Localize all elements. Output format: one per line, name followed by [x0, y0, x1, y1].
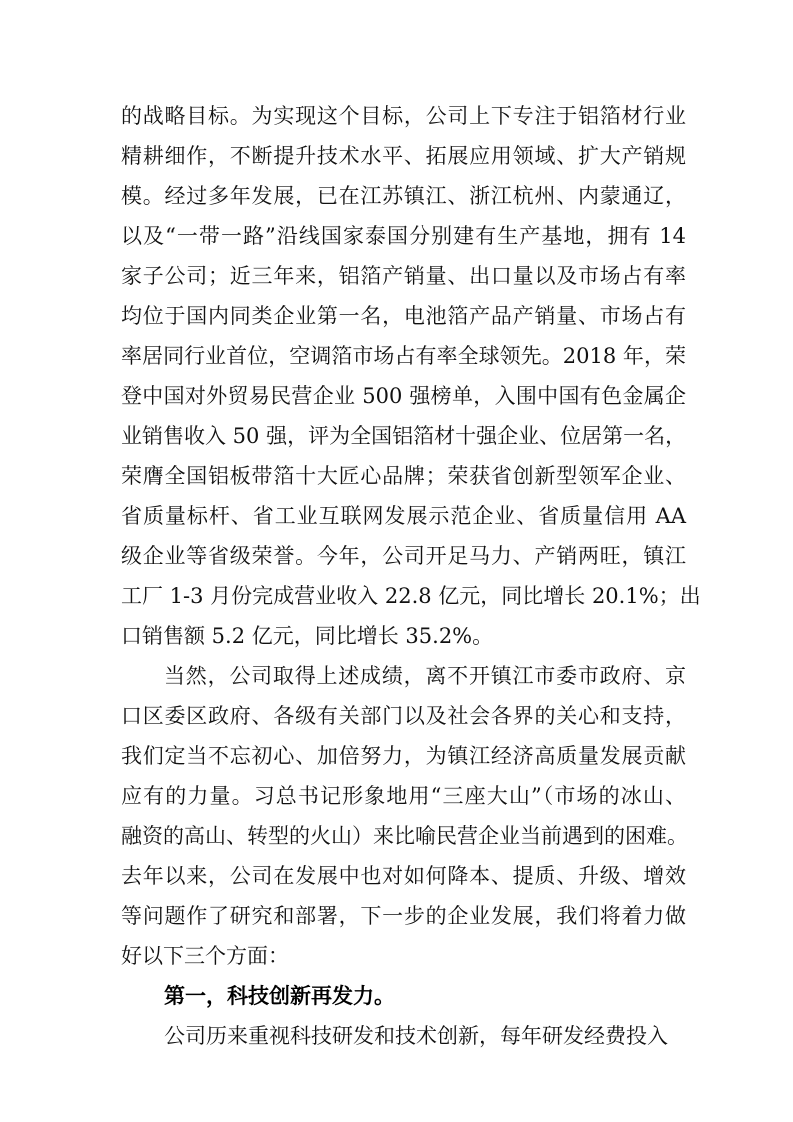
paragraph-line: 口销售额 5.2 亿元，同比增长 35.2%。	[121, 624, 494, 648]
paragraph-line: 省质量标杆、省工业互联网发展示范企业、省质量信用 AA	[121, 504, 686, 528]
paragraph-line: 融资的高山、转型的火山）来比喻民营企业当前遇到的困难。	[121, 824, 688, 848]
section-heading: 第一，科技创新再发力。	[164, 984, 395, 1008]
paragraph-line: 级企业等省级荣誉。今年，公司开足马力、产销两旺，镇江	[121, 544, 686, 568]
paragraph-line: 荣膺全国铝板带箔十大匠心品牌；荣获省创新型领军企业、	[121, 464, 686, 488]
paragraph-line: 当然，公司取得上述成绩，离不开镇江市委市政府、京	[164, 664, 686, 688]
paragraph-line: 率居同行业首位，空调箔市场占有率全球领先。2018 年，荣	[121, 344, 686, 368]
paragraph-line: 均位于国内同类企业第一名，电池箔产品产销量、市场占有	[121, 304, 686, 328]
paragraph-line: 等问题作了研究和部署，下一步的企业发展，我们将着力做	[121, 904, 686, 928]
paragraph-line: 的战略目标。为实现这个目标，公司上下专注于铝箔材行业	[121, 104, 686, 128]
paragraph-line: 精耕细作，不断提升技术水平、拓展应用领域、扩大产销规	[121, 144, 686, 168]
paragraph-line: 家子公司；近三年来，铝箔产销量、出口量以及市场占有率	[121, 264, 686, 288]
paragraph-line: 我们定当不忘初心、加倍努力，为镇江经济高质量发展贡献	[121, 744, 686, 768]
paragraph-line: 公司历来重视科技研发和技术创新，每年研发经费投入	[164, 1024, 668, 1048]
paragraph-line: 好以下三个方面：	[121, 944, 289, 968]
paragraph-line: 登中国对外贸易民营企业 500 强榜单，入围中国有色金属企	[121, 384, 686, 408]
paragraph-line: 以及“一带一路”沿线国家泰国分别建有生产基地，拥有 14	[121, 224, 686, 248]
paragraph-line: 业销售收入 50 强，评为全国铝箔材十强企业、位居第一名，	[121, 424, 687, 448]
paragraph-line: 模。经过多年发展，已在江苏镇江、浙江杭州、内蒙通辽，	[121, 184, 686, 208]
paragraph-line: 去年以来，公司在发展中也对如何降本、提质、升级、增效	[121, 864, 686, 888]
paragraph-line: 应有的力量。习总书记形象地用“三座大山”（市场的冰山、	[121, 784, 686, 808]
paragraph-line: 口区委区政府、各级有关部门以及社会各界的关心和支持，	[121, 704, 686, 728]
paragraph-line: 工厂 1-3 月份完成营业收入 22.8 亿元，同比增长 20.1%；出	[121, 584, 701, 608]
